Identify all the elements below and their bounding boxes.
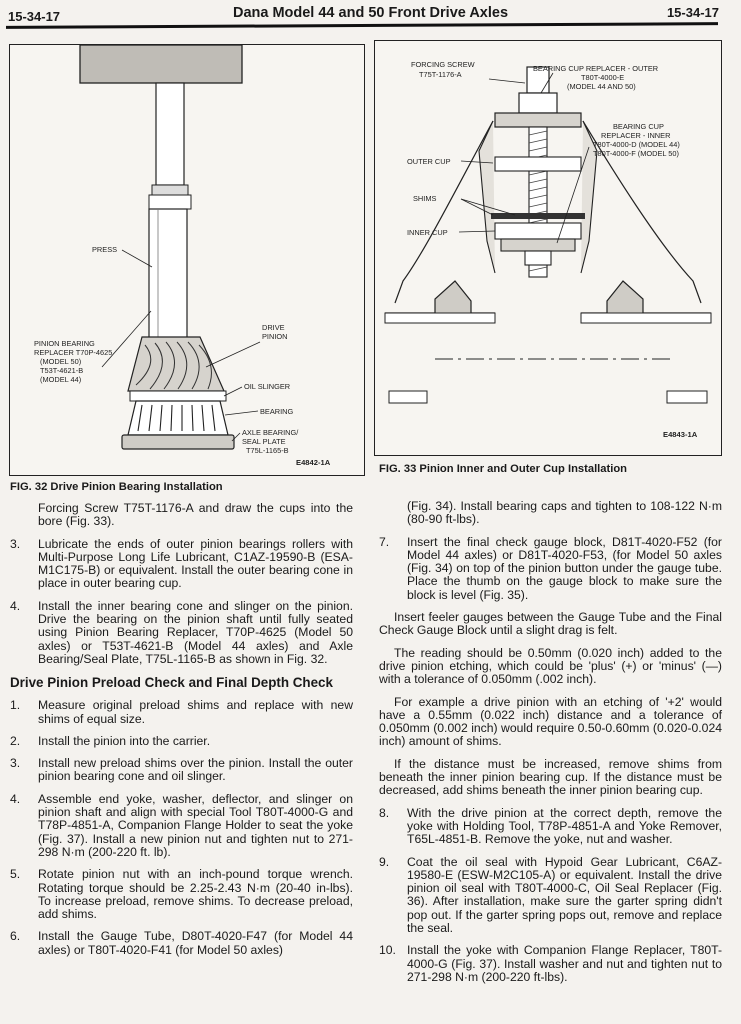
inner-cup-replacer — [501, 239, 575, 251]
list-item: 10. Install the yoke with Companion Flange Replacer, T80T-4000-G (Fig. 37). Install washer and nut and tighten nut to 271-298 N·m (200-220 ft-lbs). — [379, 943, 722, 984]
figure-33-id: E4843-1A — [663, 430, 698, 439]
label-outer-replacer-3: (MODEL 44 AND 50) — [567, 82, 636, 91]
label-forcing-screw-1: FORCING SCREW — [411, 60, 475, 69]
right-column — [379, 500, 722, 993]
press-head — [80, 45, 242, 83]
pinion-cup-installation-drawing — [375, 41, 721, 455]
list-item: 9. Coat the oil seal with Hypoid Gear Lubricant, C6AZ-19580-E (ESW-M2C105-A) or equivalent. Install the drive pinion oil seal with T80T-4000-C, Oil Seal Replacer (Fig. 36). After installation, make sure the garter spring didn't pop out. If the garter spring pops out, remove and replace the seal. — [379, 854, 722, 936]
list-item: 3. Lubricate the ends of outer pinion bearings rollers with Multi-Purpose Long Life Lubricant, C1AZ-19590-B (ESA-M1C175-B) or equivalent. Install the outer bearing cone in place in outer bearing cup. — [10, 536, 353, 591]
body-paragraph: The reading should be 0.50mm (0.020 inch) added to the drive pinion etching, which could be 'plus' (+) or 'minus' (—) with a tolerance of 0.050mm (.002 inch). — [379, 645, 722, 687]
label-axle-plate-3: T75L-1165-B — [246, 446, 289, 455]
label-replacer-5: (MODEL 44) — [40, 375, 82, 384]
label-replacer-2: REPLACER T70P-4625 — [34, 348, 113, 357]
label-drive-pinion-2: PINION — [262, 332, 288, 341]
oil-slinger — [130, 391, 226, 401]
list-item: 1. Measure original preload shims and replace with new shims of equal size. — [10, 698, 353, 726]
list-item: 4. Assemble end yoke, washer, deflector, and slinger on pinion shaft and align with special Tool T80T-4000-G and T78P-4851-A, Companion Flange Holder to seat the yoke (Fig. 37). Install a new pinion nut and tighten nut to 271-298 N·m (200-220 ft. lb). — [10, 791, 353, 859]
section-heading: Drive Pinion Preload Check and Final Depth Check — [10, 675, 333, 691]
list-item: 8. With the drive pinion at the correct depth, remove the yoke with Holding Tool, T78P-4851-A and Yoke Remover, T65L-4851-B. Remove the yoke, nut and washer. — [379, 805, 722, 847]
list-item: 4. Install the inner bearing cone and slinger on the pinion. Drive the bearing on the pinion shaft until fully seated using Pinion Bearing Replacer, T70P-4625 (Model 50 axles) or T53T-4621-B (Model 44 axles) and Axle Bearing/Seal Plate, T75L-1165-B as shown in Fig. 32. — [10, 598, 353, 666]
label-shims: SHIMS — [413, 194, 437, 203]
list-item: 2. Install the pinion into the carrier. — [10, 733, 211, 748]
label-drive-pinion-1: DRIVE — [262, 323, 285, 332]
label-bearing: BEARING — [260, 407, 294, 416]
list-item: 3. Install new preload shims over the pinion. Install the outer pinion bearing cone and oil slinger. — [10, 756, 353, 784]
figure-32-illustration — [9, 44, 365, 476]
body-paragraph: Insert feeler gauges between the Gauge Tube and the Final Check Gauge Block until a slight drag is felt. — [379, 610, 722, 638]
left-column — [10, 502, 353, 966]
label-replacer-4: T53T-4621-B — [40, 366, 84, 375]
label-outer-replacer-1: BEARING CUP REPLACER - OUTER — [533, 64, 659, 73]
figure-33-illustration — [374, 40, 722, 456]
label-press: PRESS — [92, 245, 118, 254]
label-inner-replacer-3: T80T-4000-D (MODEL 44) — [593, 140, 680, 149]
figure-32-id: E4842-1A — [296, 458, 331, 467]
page-title: Dana Model 44 and 50 Front Drive Axles — [232, 5, 509, 21]
carrier-flange-right — [581, 281, 711, 313]
inner-cup — [495, 223, 581, 239]
label-axle-plate-2: SEAL PLATE — [242, 437, 286, 446]
list-item: 6. Install the Gauge Tube, D80T-4020-F47 (for Model 44 axles) or T80T-4020-F41 (for Model 50 axles) — [10, 929, 353, 957]
pinion-bearing-replacer — [149, 209, 187, 341]
figure-33-caption: FIG. 33 Pinion Inner and Outer Cup Installation — [379, 463, 628, 475]
left-intro: Forcing Screw T75T-1176-A and draw the cups into the bore (Fig. 33). — [38, 501, 353, 529]
right-intro: (Fig. 34). Install bearing caps and tighten to 108-122 N·m (80-90 ft-lbs). — [407, 499, 722, 527]
axle-bearing-seal-plate — [122, 435, 234, 449]
label-replacer-1: PINION BEARING — [34, 339, 95, 348]
housing-wall-left — [479, 121, 495, 273]
drive-pinion-bearing-drawing — [10, 45, 364, 475]
label-replacer-3: (MODEL 50) — [40, 357, 82, 366]
label-oil-slinger: OIL SLINGER — [244, 382, 291, 391]
label-outer-cup: OUTER CUP — [407, 157, 451, 166]
shims — [491, 213, 585, 219]
list-item: 5. Rotate pinion nut with an inch-pound torque wrench. Rotating torque should be 2.25-2.43 N·m (20-40 in-lbs). To increase preload, remove shims. To decrease preload, add shims. — [10, 867, 353, 922]
label-inner-replacer-2: REPLACER - INNER — [601, 131, 671, 140]
label-inner-replacer-1: BEARING CUP — [613, 122, 664, 131]
figure-32-caption: FIG. 32 Drive Pinion Bearing Installation — [10, 481, 223, 493]
press-ram — [156, 83, 184, 185]
label-inner-replacer-4: T80T-4000-F (MODEL 50) — [593, 149, 679, 158]
body-paragraph: If the distance must be increased, remove shims from beneath the inner pinion bearing cup. If the distance must be decreased, add shims beneath the inner pinion bearing cup. — [379, 756, 722, 798]
label-inner-cup: INNER CUP — [407, 228, 448, 237]
label-outer-replacer-2: T80T-4000-E — [581, 73, 625, 82]
outer-cup — [495, 157, 581, 171]
label-axle-plate-1: AXLE BEARING/ — [242, 428, 299, 437]
outer-cup-replacer — [495, 113, 581, 127]
body-paragraph: For example a drive pinion with an etching of '+2' would have a 0.55mm (0.022 inch) distance and a tolerance of 0.050mm (0.002 inch) would require 0.50-0.60mm (0.020-0.024 inch) amount of shims. — [379, 694, 722, 749]
list-item: 7. Insert the final check gauge block, D81T-4020-F52 (for Model 44 axles) or D81T-4020-F53, (for Model 50 axles (Fig. 34) on top of the pinion button under the gauge tube. Place the thumb on the gauge block to make sure the block is level (Fig. 35). — [379, 534, 722, 602]
page-number-left: 15-34-17 — [8, 9, 61, 24]
label-forcing-screw-2: T75T-1176-A — [419, 70, 462, 79]
page-number-right: 15-34-17 — [666, 5, 719, 20]
